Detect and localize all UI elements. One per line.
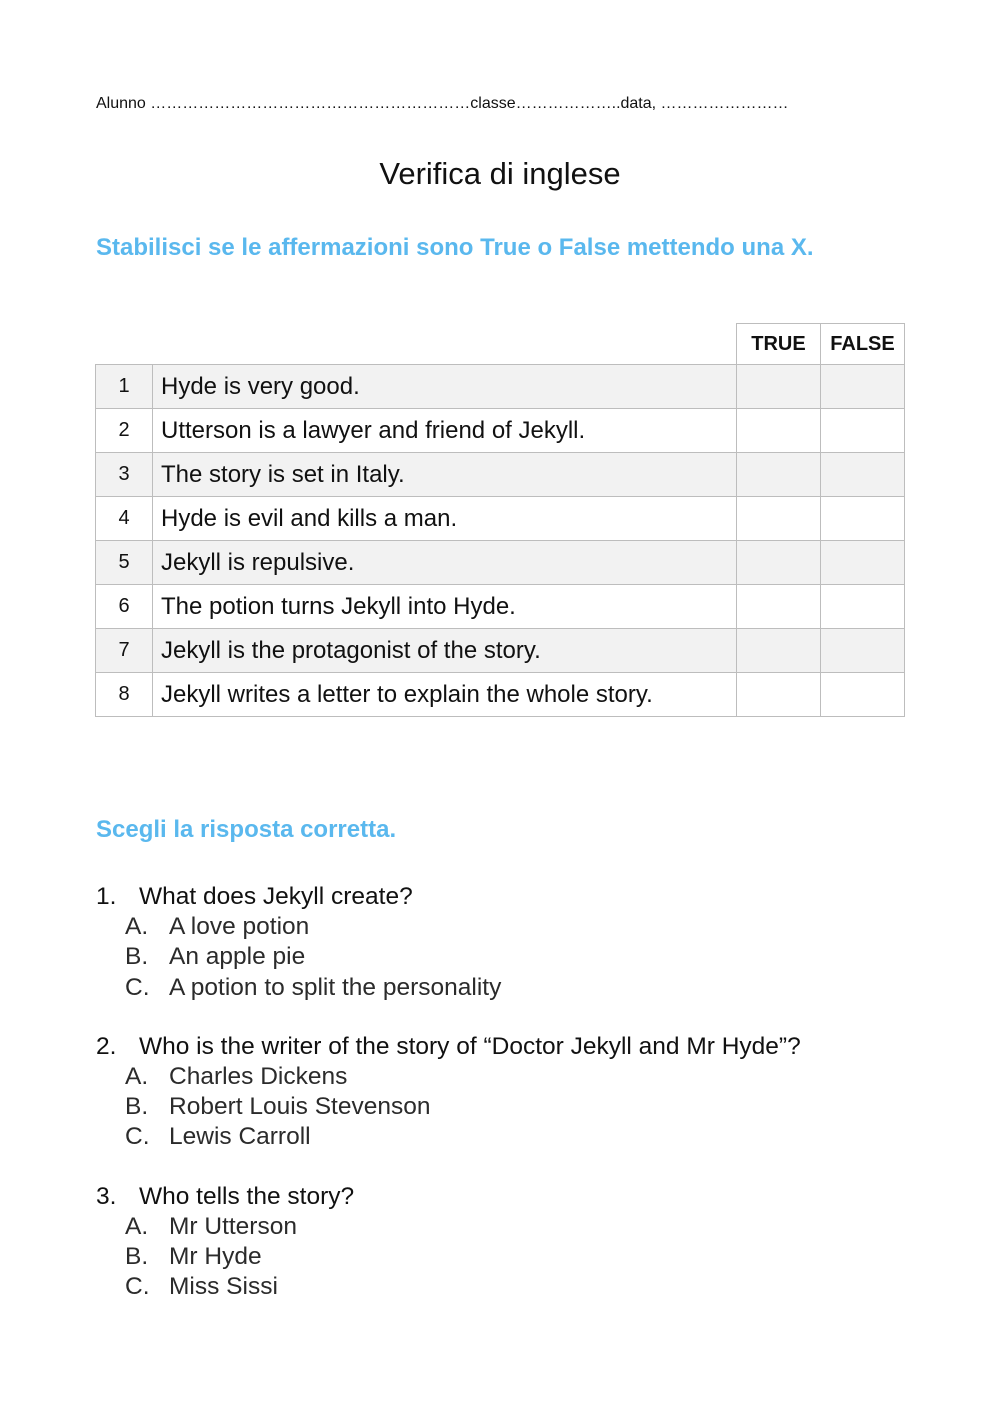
question-number: 2. [96, 1032, 117, 1060]
option-letter: C. [125, 973, 150, 1001]
table-row [96, 497, 905, 541]
true-answer-cell[interactable] [737, 453, 821, 497]
statement-number: 8 [96, 673, 153, 717]
option-letter: A. [125, 1062, 149, 1090]
answer-option[interactable] [96, 1122, 956, 1152]
answer-option[interactable] [96, 1272, 956, 1302]
option-text: An apple pie [169, 943, 306, 971]
option-text: Miss Sissi [169, 1273, 278, 1301]
statement-number: 7 [96, 629, 153, 673]
answer-option[interactable] [96, 1062, 956, 1092]
statement-text: Hyde is very good. [153, 365, 737, 409]
question-item [96, 1182, 956, 1303]
header-blank-cell [96, 324, 737, 365]
option-letter: B. [125, 943, 149, 971]
statement-number: 3 [96, 453, 153, 497]
table-row [96, 673, 905, 717]
option-letter: C. [125, 1123, 150, 1151]
option-text: A potion to split the personality [169, 973, 502, 1001]
false-answer-cell[interactable] [821, 541, 905, 585]
option-letter: B. [125, 1243, 149, 1271]
true-answer-cell[interactable] [737, 629, 821, 673]
question-text: Who is the writer of the story of “Doctor Jekyll and Mr Hyde”? [139, 1032, 801, 1060]
multiple-choice-instruction: Scegli la risposta corretta. [96, 816, 397, 843]
true-answer-cell[interactable] [737, 409, 821, 453]
false-answer-cell[interactable] [821, 453, 905, 497]
statement-number: 4 [96, 497, 153, 541]
option-text: Charles Dickens [169, 1062, 348, 1090]
statement-text: Hyde is evil and kills a man. [153, 497, 737, 541]
statement-text: The story is set in Italy. [153, 453, 737, 497]
statement-number: 1 [96, 365, 153, 409]
option-letter: A. [125, 913, 149, 940]
false-column-header: FALSE [821, 324, 905, 365]
table-row [96, 541, 905, 585]
option-letter: C. [125, 1273, 150, 1301]
answer-option[interactable] [96, 1242, 956, 1272]
question-item [96, 1032, 956, 1153]
statement-text: Utterson is a lawyer and friend of Jekyll. [153, 409, 737, 453]
false-answer-cell[interactable] [821, 673, 905, 717]
false-answer-cell[interactable] [821, 365, 905, 409]
page-title: Verifica di inglese [379, 156, 621, 191]
true-answer-cell[interactable] [737, 585, 821, 629]
table-row [96, 453, 905, 497]
answer-option[interactable] [96, 973, 956, 1003]
true-false-instruction: Stabilisci se le affermazioni sono True o False mettendo una X. [96, 234, 814, 261]
multiple-choice-questions [96, 882, 956, 1332]
statement-text: Jekyll is repulsive. [153, 541, 737, 585]
table-row [96, 409, 905, 453]
answer-option[interactable] [96, 1212, 956, 1242]
question-text: What does Jekyll create? [139, 883, 413, 910]
statement-text: Jekyll writes a letter to explain the whole story. [153, 673, 737, 717]
true-column-header: TRUE [737, 324, 821, 365]
true-answer-cell[interactable] [737, 497, 821, 541]
true-answer-cell[interactable] [737, 365, 821, 409]
option-letter: B. [125, 1093, 149, 1121]
statement-number: 5 [96, 541, 153, 585]
option-text: Mr Hyde [169, 1243, 262, 1271]
question-number: 1. [96, 883, 117, 910]
false-answer-cell[interactable] [821, 585, 905, 629]
question-number: 3. [96, 1182, 117, 1210]
table-row [96, 629, 905, 673]
option-text: Robert Louis Stevenson [169, 1093, 431, 1121]
statement-number: 2 [96, 409, 153, 453]
true-false-table [95, 323, 905, 717]
table-header-row [96, 324, 905, 365]
answer-option[interactable] [96, 912, 956, 942]
option-text: Lewis Carroll [169, 1123, 311, 1151]
false-answer-cell[interactable] [821, 497, 905, 541]
question-text: Who tells the story? [139, 1182, 355, 1210]
answer-option[interactable] [96, 1092, 956, 1122]
option-text: A love potion [169, 913, 310, 940]
question-item [96, 882, 956, 1003]
option-text: Mr Utterson [169, 1212, 297, 1240]
table-row [96, 585, 905, 629]
statement-text: The potion turns Jekyll into Hyde. [153, 585, 737, 629]
false-answer-cell[interactable] [821, 409, 905, 453]
statement-number: 6 [96, 585, 153, 629]
false-answer-cell[interactable] [821, 629, 905, 673]
answer-option[interactable] [96, 942, 956, 972]
table-row [96, 365, 905, 409]
statement-text: Jekyll is the protagonist of the story. [153, 629, 737, 673]
true-answer-cell[interactable] [737, 541, 821, 585]
student-info-line: Alunno ……………………………………………………classe………………..data, …………………… [96, 95, 789, 112]
option-letter: A. [125, 1212, 149, 1240]
true-answer-cell[interactable] [737, 673, 821, 717]
